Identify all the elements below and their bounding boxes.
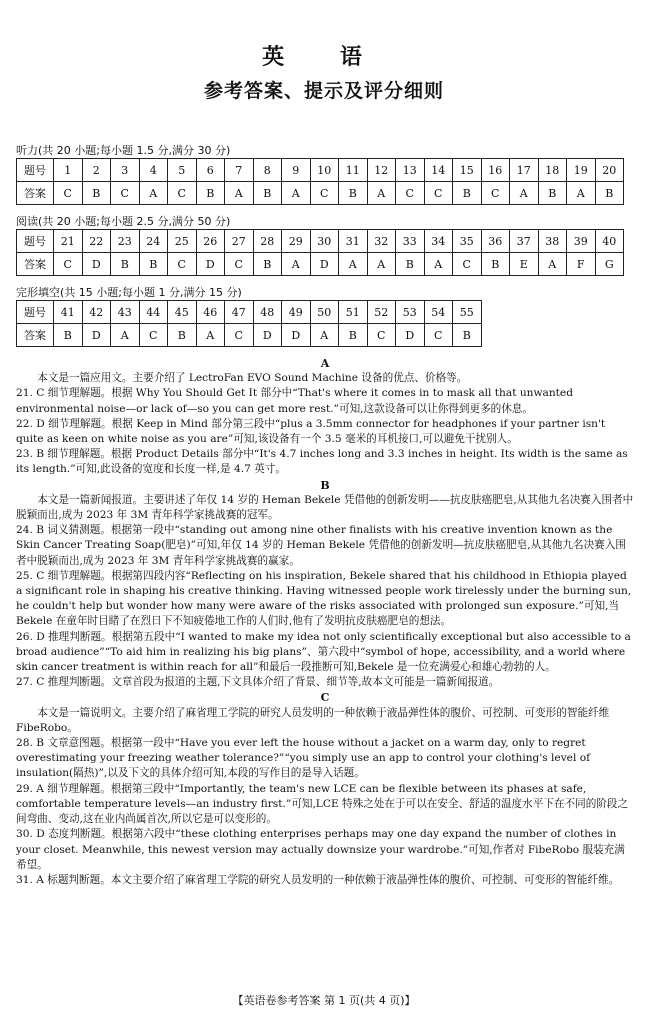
page-title: 英 语: [262, 45, 386, 70]
table-row-numbers: [17, 159, 624, 182]
question-number-cell: 27: [225, 230, 254, 253]
question-number-cell: 32: [367, 230, 396, 253]
explanation-q23: 23. B 细节理解题。根据 Product Details 部分中“It's 4.7 inches long and 3.3 inches in height. Its width is the same as its length.”可知,此设备的宽度和长度一样,是 4.7 英寸。: [16, 448, 628, 476]
question-number-cell: 17: [510, 159, 539, 182]
question-number-cell: 51: [339, 301, 368, 324]
answer-cell: C: [367, 324, 396, 347]
answer-cell: C: [481, 182, 510, 205]
answer-cell: B: [538, 182, 567, 205]
part-b-heading: B: [320, 478, 330, 492]
answer-cell: B: [339, 324, 368, 347]
answer-cell: A: [367, 182, 396, 205]
question-number-cell: 31: [339, 230, 368, 253]
answer-cell: A: [339, 253, 368, 276]
question-number-cell: 41: [54, 301, 83, 324]
answer-cell: C: [225, 253, 254, 276]
answer-cell: C: [310, 182, 339, 205]
answer-cell: B: [168, 324, 197, 347]
explanation-q30: 30. D 态度判断题。根据第六段中“these clothing enterprises perhaps may one day expand the number of clothes in your closet. Meanwhile, this newest version may actually downsize your wardrobe.”可知,作者对 FibeRobo 服装充满希望。: [16, 828, 625, 871]
question-number-cell: 48: [253, 301, 282, 324]
question-number-cell: 6: [196, 159, 225, 182]
question-number-cell: 55: [453, 301, 482, 324]
answer-cell: A: [567, 182, 596, 205]
question-number-cell: 18: [538, 159, 567, 182]
answer-cell: D: [253, 324, 282, 347]
answer-cell: C: [54, 182, 83, 205]
answer-cell: B: [111, 253, 140, 276]
question-number-cell: 43: [111, 301, 140, 324]
question-number-cell: 3: [111, 159, 140, 182]
explanation-q28: 28. B 文章意图题。根据第一段中“Have you ever left the house without a jacket on a warm day, only to regret overestimating your freezing weather tolerance?”“you simply use an app to control your clothing's level of insulation(隔热)”,以及下文的具体介绍可知,本段的写作目的是导入话题。: [16, 737, 591, 780]
reading-answer-table: [16, 229, 624, 276]
question-number-cell: 19: [567, 159, 596, 182]
part-c-intro: 本文是一篇说明文。主要介绍了麻省理工学院的研究人员发明的一种依赖于液晶弹性体的腹价、可控制、可变形的智能纤维 FibeRobo。: [16, 706, 610, 734]
question-number-cell: 52: [367, 301, 396, 324]
question-number-cell: 30: [310, 230, 339, 253]
question-number-cell: 47: [225, 301, 254, 324]
explanation-q29: 29. A 细节理解题。根据第三段中“Importantly, the team's new LCE can be flexible between its phases at safe, comfortable temperature levels—an industry first.”可知,LCE 特殊之处在于可以在安全、舒适的温度水平下在不同的阶段之间弯曲、变动,这在业内尚属首次,所以它是可以变形的。: [16, 782, 629, 826]
answer-cell: A: [367, 253, 396, 276]
question-number-cell: 34: [424, 230, 453, 253]
question-number-cell: 14: [424, 159, 453, 182]
question-number-cell: 46: [196, 301, 225, 324]
question-number-cell: 50: [310, 301, 339, 324]
part-a-heading: A: [320, 357, 330, 370]
answer-cell: B: [481, 253, 510, 276]
answer-cell: C: [225, 324, 254, 347]
answer-cell: C: [424, 182, 453, 205]
question-number-cell: 45: [168, 301, 197, 324]
question-number-cell: 15: [453, 159, 482, 182]
question-number-cell: 38: [538, 230, 567, 253]
question-number-cell: 44: [139, 301, 168, 324]
listening-heading: 听力(共 20 小题;每小题 1.5 分,满分 30 分): [16, 144, 231, 157]
question-number-cell: 10: [310, 159, 339, 182]
answer-cell: B: [396, 253, 425, 276]
answer-cell: A: [510, 182, 539, 205]
answer-cell: D: [82, 253, 111, 276]
answer-cell: B: [453, 324, 482, 347]
question-number-cell: 20: [595, 159, 624, 182]
page-footer: 【英语卷参考答案 第 1 页(共 4 页)】: [232, 994, 416, 1007]
answer-cell: C: [111, 182, 140, 205]
question-number-cell: 9: [282, 159, 311, 182]
question-number-cell: 16: [481, 159, 510, 182]
answer-cell: A: [225, 182, 254, 205]
answer-cell: E: [510, 253, 539, 276]
question-number-cell: 24: [139, 230, 168, 253]
answer-cell: D: [196, 253, 225, 276]
table-row-answers: [17, 253, 624, 276]
listening-answer-table: [16, 158, 624, 205]
table-row-answers: [17, 324, 482, 347]
row-label: 题号: [17, 159, 54, 182]
table-row-numbers: [17, 301, 482, 324]
explanation-q21: 21. C 细节理解题。根据 Why You Should Get It 部分中“That's where it comes in to mask all that unwanted environmental noise—or lack of—so you can get more rest.”可知,这款设备可以让你得到更多的休息。: [16, 387, 573, 415]
answer-cell: B: [54, 324, 83, 347]
answer-cell: C: [168, 182, 197, 205]
part-c-heading: C: [320, 691, 330, 705]
cloze-heading: 完形填空(共 15 小题;每小题 1 分,满分 15 分): [16, 286, 242, 299]
answer-cell: C: [139, 324, 168, 347]
question-number-cell: 8: [253, 159, 282, 182]
answer-cell: A: [424, 253, 453, 276]
question-number-cell: 22: [82, 230, 111, 253]
explanation-q25: 25. C 细节理解题。根据第四段内容“Reflecting on his inspiration, Bekele shared that his childhood in Ethiopia played a significant role in shaping his creative thinking. Having witnessed people work tirelessly under the burning sun, he couldn't help but wonder how many were aware of the risks associated with prolonged sun exposure.”可知,当 Bekele 在童年时目睹了在烈日下不知疲倦地工作的人们时,他有了发明抗皮肤癌肥皂的想法。: [16, 569, 632, 628]
question-number-cell: 42: [82, 301, 111, 324]
explanation-q27: 27. C 推理判断题。文章首段为报道的主题,下文具体介绍了背景、细节等,故本文可能是一篇新闻报道。: [16, 676, 500, 689]
answer-cell: A: [310, 324, 339, 347]
answer-cell: G: [595, 253, 624, 276]
answer-cell: C: [453, 253, 482, 276]
cloze-answer-table: [16, 300, 482, 347]
answer-cell: C: [168, 253, 197, 276]
answer-cell: B: [82, 182, 111, 205]
answer-cell: B: [453, 182, 482, 205]
question-number-cell: 40: [595, 230, 624, 253]
question-number-cell: 37: [510, 230, 539, 253]
part-a-intro: 本文是一篇应用文。主要介绍了 LectroFan EVO Sound Machine 设备的优点、价格等。: [37, 372, 468, 385]
answer-cell: B: [595, 182, 624, 205]
question-number-cell: 5: [168, 159, 197, 182]
answer-cell: A: [139, 182, 168, 205]
question-number-cell: 4: [139, 159, 168, 182]
answer-cell: A: [111, 324, 140, 347]
answer-cell: B: [253, 182, 282, 205]
question-number-cell: 53: [396, 301, 425, 324]
question-number-cell: 28: [253, 230, 282, 253]
explanations: [16, 356, 634, 888]
answer-cell: D: [282, 324, 311, 347]
answer-cell: D: [82, 324, 111, 347]
question-number-cell: 36: [481, 230, 510, 253]
question-number-cell: 7: [225, 159, 254, 182]
question-number-cell: 26: [196, 230, 225, 253]
answer-cell: B: [196, 182, 225, 205]
question-number-cell: 35: [453, 230, 482, 253]
explanation-q22: 22. D 细节理解题。根据 Keep in Mind 部分第三段中“plus a 3.5mm connector for headphones if your partner isn't quite as keen on white noise as you are”可知,该设备有一个 3.5 毫米的耳机接口,可以避免干扰别人。: [16, 417, 606, 446]
row-label: 题号: [17, 301, 54, 324]
question-number-cell: 21: [54, 230, 83, 253]
question-number-cell: 29: [282, 230, 311, 253]
row-label: 答案: [17, 253, 54, 276]
explanation-q26: 26. D 推理判断题。根据第五段中“I wanted to make my idea not only scientifically exceptional but also accessible to a broad audience”“To aid him in realizing his big plans”、第六段中“symbol of hope, accessibility, and a world where skin cancer treatment is within reach for all”和最后一段推断可知,Bekele 是一位充满爱心和雄心勃勃的人。: [16, 630, 631, 674]
answer-cell: D: [396, 324, 425, 347]
question-number-cell: 2: [82, 159, 111, 182]
answer-cell: B: [339, 182, 368, 205]
question-number-cell: 23: [111, 230, 140, 253]
answer-cell: C: [54, 253, 83, 276]
question-number-cell: 33: [396, 230, 425, 253]
question-number-cell: 12: [367, 159, 396, 182]
explanation-q24: 24. B 词义猜测题。根据第一段中“standing out among nine other finalists with his creative invention known as the Skin Cancer Treating Soap(肥皂)”可知,年仅 14 岁的 Heman Bekele 凭借他的创新发明—抗皮肤癌肥皂,从其他九名决赛入围者中脱颖而出,成为 2023 年 3M 青年科学家挑战赛的赢家。: [16, 524, 627, 567]
row-label: 答案: [17, 324, 54, 347]
reading-heading: 阅读(共 20 小题;每小题 2.5 分,满分 50 分): [16, 215, 231, 228]
answer-cell: A: [196, 324, 225, 347]
question-number-cell: 13: [396, 159, 425, 182]
question-number-cell: 54: [424, 301, 453, 324]
page-subtitle: 参考答案、提示及评分细则: [203, 80, 444, 102]
answer-cell: B: [139, 253, 168, 276]
part-b-intro: 本文是一篇新闻报道。主要讲述了年仅 14 岁的 Heman Bekele 凭借他的创新发明——抗皮肤癌肥皂,从其他九名决赛入围者中脱颖而出,成为 2023 年 3M 青年科学家挑战赛的冠军。: [16, 493, 634, 522]
explanation-q31: 31. A 标题判断题。本文主要介绍了麻省理工学院的研究人员发明的一种依赖于液晶弹性体的腹价、可控制、可变形的智能纤维。: [16, 873, 620, 886]
answer-cell: F: [567, 253, 596, 276]
row-label: 题号: [17, 230, 54, 253]
question-number-cell: 49: [282, 301, 311, 324]
question-number-cell: 11: [339, 159, 368, 182]
question-number-cell: 1: [54, 159, 83, 182]
answer-cell: D: [310, 253, 339, 276]
table-row-numbers: [17, 230, 624, 253]
answer-cell: C: [424, 324, 453, 347]
row-label: 答案: [17, 182, 54, 205]
question-number-cell: 25: [168, 230, 197, 253]
answer-cell: A: [538, 253, 567, 276]
answer-cell: A: [282, 253, 311, 276]
question-number-cell: 39: [567, 230, 596, 253]
answer-cell: C: [396, 182, 425, 205]
answer-cell: B: [253, 253, 282, 276]
answer-cell: A: [282, 182, 311, 205]
table-row-answers: [17, 182, 624, 205]
